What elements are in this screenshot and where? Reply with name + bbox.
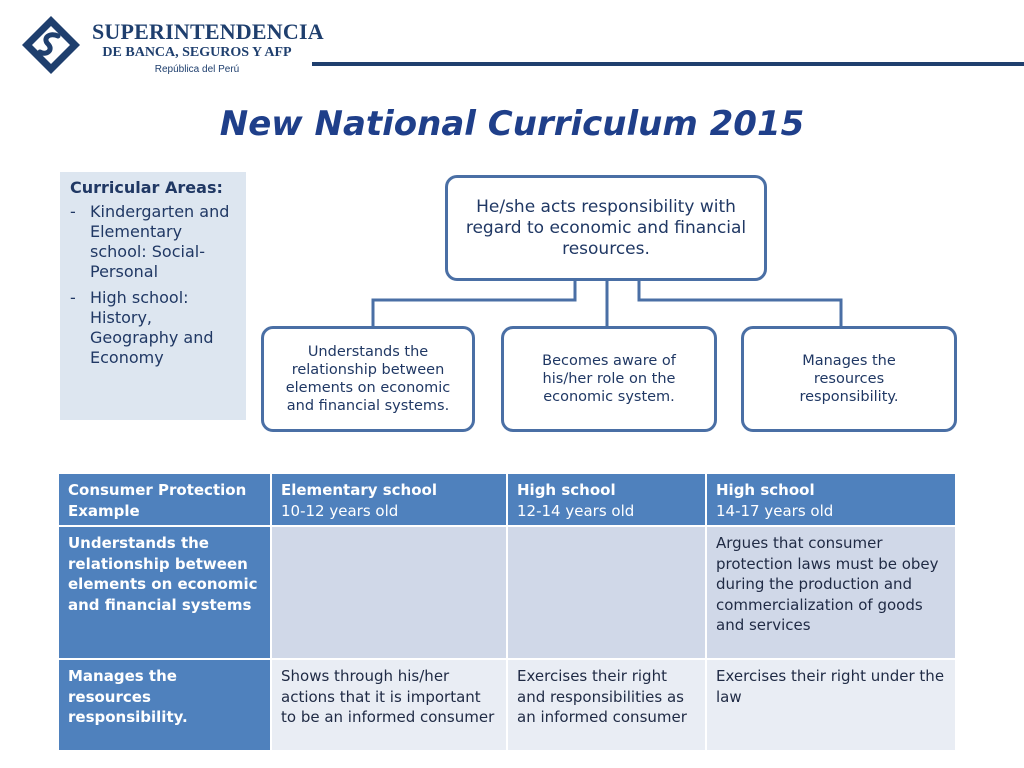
diagram-child-node: Understands the relationship between elements on economic and financial systems. [261, 326, 475, 432]
table-cell: Shows through his/her actions that it is important to be an informed consumer [271, 659, 507, 751]
diagram-top-node: He/she acts responsibility with regard to economic and financial resources. [445, 175, 767, 281]
logo-name: SUPERINTENDENCIA [92, 19, 324, 44]
curricular-area-text: High school: History, Geography and Economy [90, 288, 214, 367]
table-row [58, 526, 956, 659]
table-header-cell [271, 473, 507, 526]
header-title: Consumer Protection Example [68, 481, 247, 520]
table-cell: Exercises their right under the law [706, 659, 956, 751]
table-row [58, 659, 956, 751]
connector-left [373, 281, 575, 326]
table-header-cell [58, 473, 271, 526]
header-age-range: 14-17 years old [716, 501, 834, 520]
dash-bullet: - [70, 202, 76, 221]
diagram-child-node: Manages the resources responsibility. [741, 326, 957, 432]
diagram-child-node: Becomes aware of his/her role on the economic system. [501, 326, 717, 432]
table-header-cell [706, 473, 956, 526]
header-title: High school [716, 481, 815, 499]
connector-right [639, 281, 841, 326]
page-title: New National Curriculum 2015 [219, 104, 805, 144]
table-header-row [58, 473, 956, 526]
table-cell [271, 526, 507, 659]
logo-subtitle: DE BANCA, SEGUROS Y AFP [102, 45, 292, 60]
dash-bullet: - [70, 288, 76, 307]
logo-country: República del Perú [154, 64, 240, 75]
sbs-logo-icon [20, 14, 82, 76]
row-label-cell: Understands the relationship between elements on economic and financial systems [58, 526, 271, 659]
curricular-area-item [70, 288, 238, 368]
table-cell [507, 526, 706, 659]
header-age-range: 12-14 years old [517, 501, 635, 520]
curricular-area-item [70, 202, 238, 282]
table-header-cell [507, 473, 706, 526]
table-cell: Exercises their right and responsibilities as an informed consumer [507, 659, 706, 751]
row-label-cell: Manages the resources responsibility. [58, 659, 271, 751]
header-divider [312, 62, 1024, 66]
table-cell: Argues that consumer protection laws must be obey during the production and commercialization of goods and services [706, 526, 956, 659]
curricular-areas-heading: Curricular Areas: [70, 178, 223, 197]
sbs-logo-text [92, 19, 324, 78]
header-title: High school [517, 481, 616, 499]
consumer-protection-table [57, 472, 957, 752]
header-age-range: 10-12 years old [281, 501, 399, 520]
curricular-areas-box [60, 172, 246, 420]
curricular-area-text: Kindergarten and Elementary school: Social-Personal [90, 202, 230, 281]
header-title: Elementary school [281, 481, 437, 499]
